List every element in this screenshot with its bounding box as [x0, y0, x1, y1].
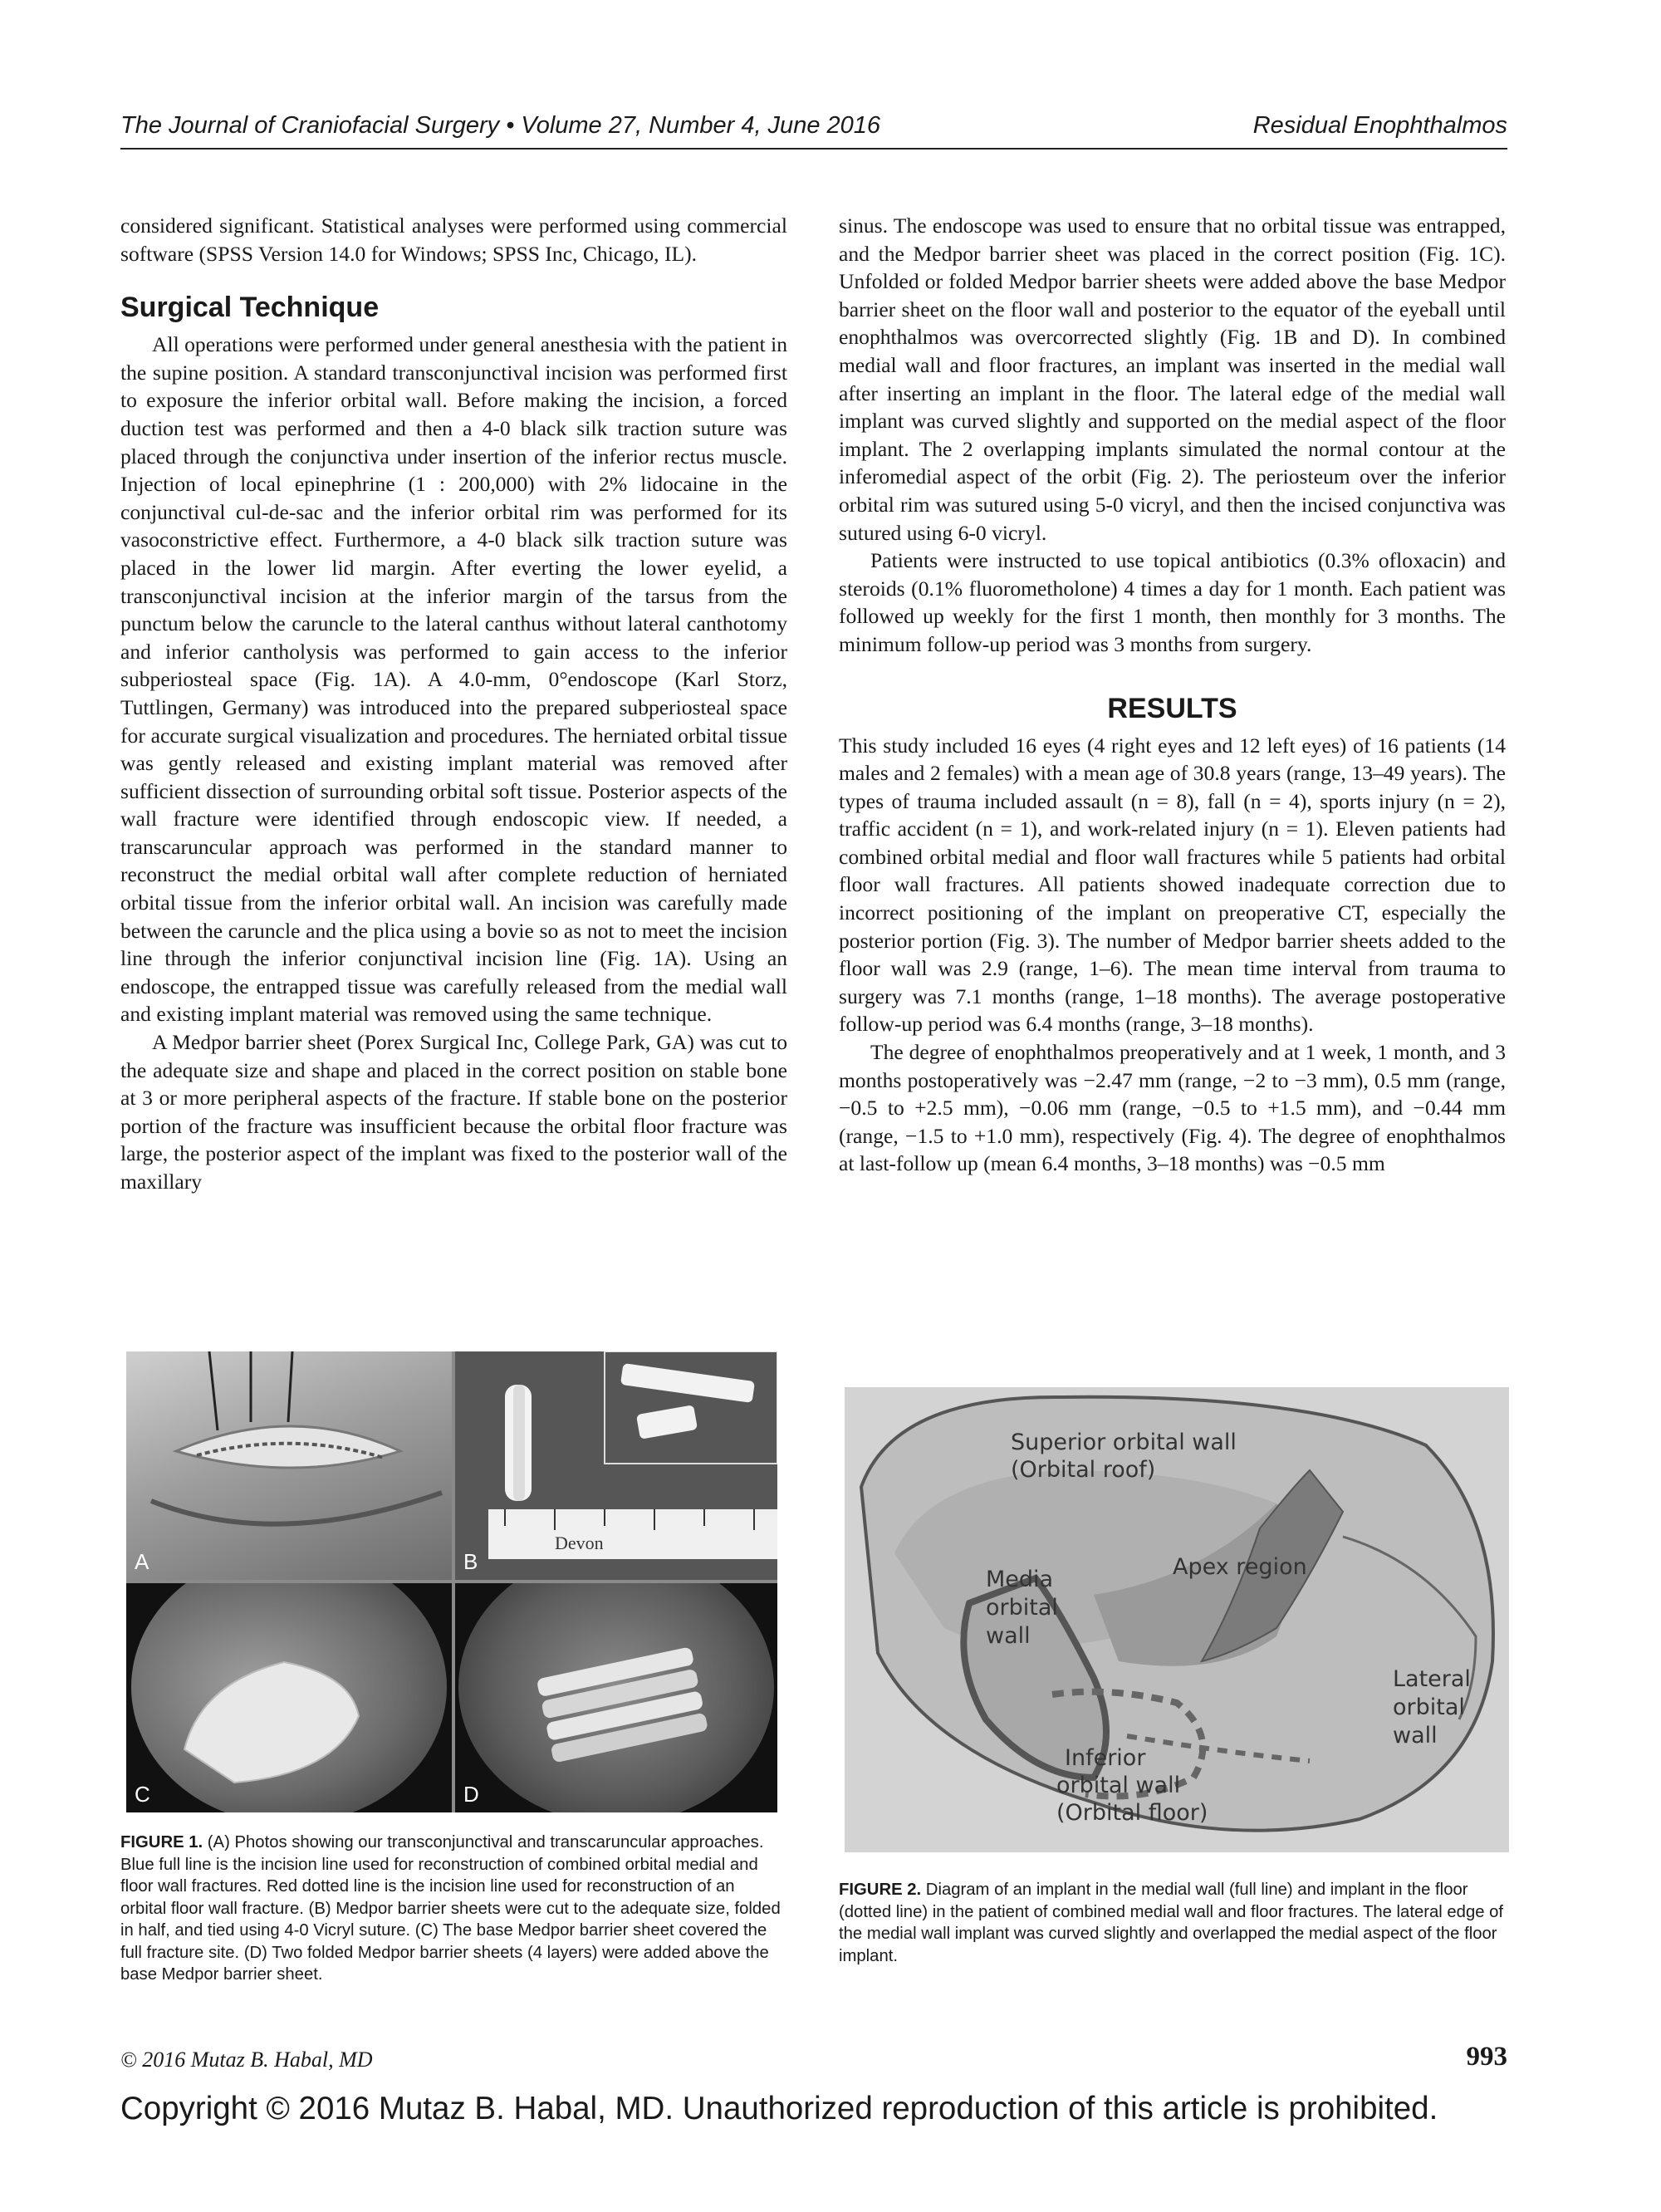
paragraph-postop-care: Patients were instructed to use topical antibiotics (0.3% ofloxacin) and steroids (0.1% fluorometholone) 4 times a day for 1 month. Each patient was followed up weekly for the first 1 month, then monthly for 3 months. The minimum follow-up period was 3 months from surgery.	[839, 548, 1506, 656]
journal-citation: The Journal of Craniofacial Surgery • Volume 27, Number 4, June 2016	[120, 112, 881, 139]
heading-results: RESULTS	[1107, 692, 1237, 724]
base-sheet-photo	[126, 1583, 452, 1812]
panel-label-a: A	[135, 1549, 149, 1574]
panel-label-b: B	[463, 1549, 478, 1574]
paragraph-surgical-continued: sinus. The endoscope was used to ensure that no orbital tissue was entrapped, and the Medpor barrier sheet was placed in the correct position (Fig. 1C). Unfolded or folded Medpor barrier sheets were added above the base Medpor barrier sheet on the floor wall and posterior to the equator of the eyeball until enophthalmos was overcorrected slightly (Fig. 1B and D). In combined medial wall and floor fractures, an implant was inserted in the medial wall after inserting an implant in the floor. The lateral edge of the medial wall implant was curved slightly and supported on the medial aspect of the floor implant. The 2 overlapping implants simulated the normal contour at the inferomedial aspect of the orbit (Fig. 2). The periosteum over the inferior orbital rim was sutured using 5-0 vicryl, and then the incised conjunctiva was sutured using 6-0 vicryl.	[839, 213, 1506, 545]
paragraph-results-2: The degree of enophthalmos preoperatively and at 1 week, 1 month, and 3 months postoperatively was −2.47 mm (range, −2 to −3 mm), 0.5 mm (range, −0.5 to +2.5 mm), −0.06 mm (range, −0.5 to +1.5 mm), and −0.44 mm (range, −1.5 to +1.0 mm), respectively (Fig. 4). The degree of enophthalmos at last-follow up (mean 6.4 months, 3–18 months) was −0.5 mm	[839, 1040, 1506, 1176]
label-lateral-3: wall	[1393, 1723, 1438, 1749]
figure-1-photos	[126, 1351, 777, 1812]
figure-1-caption-text: (A) Photos showing our transconjunctival and transcaruncular approaches. Blue full line is the incision line used for reconstruction of combined orbital medial and floor wall fractures. Red dotted line is the incision line used for reconstruction of an orbital floor wall fracture. (B) Medpor barrier sheets were cut to the adequate size, folded in half, and tied using 4-0 Vicryl suture. (C) The base Medpor barrier sheet covered the full fracture site. (D) Two folded Medpor barrier sheets (4 layers) were added above the base Medpor barrier sheet.	[120, 1833, 781, 1984]
figure-2-caption	[839, 1879, 1507, 1967]
label-lateral-2: orbital	[1393, 1695, 1465, 1720]
paragraph-surgical-2: A Medpor barrier sheet (Porex Surgical Inc, College Park, GA) was cut to the adequate size and shape and placed in the correct position on stable bone at 3 or more peripheral aspects of the fracture. If stable bone on the posterior portion of the fracture was insufficient because the orbital floor fracture was large, the posterior aspect of the implant was fixed to the posterior wall of the maxillary	[120, 1030, 787, 1194]
label-medial-2: orbital	[986, 1595, 1058, 1621]
figure-1-panel-c	[126, 1583, 452, 1812]
figure-1-caption-label: FIGURE 1.	[120, 1833, 203, 1852]
right-column	[839, 212, 1506, 1178]
figure-1-caption	[120, 1832, 785, 1986]
label-apex-region: Apex region	[1173, 1554, 1307, 1580]
label-lateral-1: Lateral	[1393, 1666, 1471, 1692]
label-medial-3: wall	[986, 1623, 1031, 1649]
figure-2-caption-text: Diagram of an implant in the medial wall (full line) and implant in the floor (dotted line) in the patient of combined medial wall and floor fractures. The lateral edge of the medial wall implant was curved slightly and overlapped the medial aspect of the floor implant.	[839, 1881, 1504, 1965]
label-medial-1: Media	[986, 1567, 1054, 1592]
figure-1-panel-b	[455, 1351, 777, 1580]
label-inferior-3: (Orbital floor)	[1056, 1800, 1208, 1826]
paragraph-results-1: This study included 16 eyes (4 right eyes and 12 left eyes) of 16 patients (14 males and 2 females) with a mean age of 30.8 years (range, 13–49 years). The types of trauma included assault (n = 8), fall (n = 4), sports injury (n = 2), traffic accident (n = 1), and work-related injury (n = 1). Eleven patients had combined orbital medial and floor wall fractures while 5 patients had orbital floor wall fractures. All patients showed inadequate correction due to incorrect positioning of the implant on preoperative CT, especially the posterior portion (Fig. 3). The number of Medpor barrier sheets added to the floor wall was 2.9 (range, 1–6). The mean time interval from trauma to surgery was 7.1 months (range, 1–18 months). The average postoperative follow-up period was 6.4 months (range, 3–18 months).	[839, 733, 1506, 1037]
footer-copyright: © 2016 Mutaz B. Habal, MD	[120, 2048, 373, 2072]
eyelid-incision-photo	[126, 1351, 452, 1580]
copyright-banner: Copyright © 2016 Mutaz B. Habal, MD. Unauthorized reproduction of this article is prohibited.	[120, 2091, 1438, 2126]
page-number: 993	[1466, 2042, 1507, 2072]
label-inferior-2: orbital wall	[1056, 1773, 1181, 1798]
figure-2-diagram	[845, 1387, 1509, 1852]
label-superior-wall: Superior orbital wall	[1011, 1430, 1237, 1455]
paragraph-statistics: considered significant. Statistical analyses were performed using commercial software (SPSS Version 14.0 for Windows; SPSS Inc, Chicago, IL).	[120, 213, 787, 266]
panel-label-c: C	[135, 1782, 150, 1807]
label-inferior-1: Inferior	[1065, 1745, 1146, 1771]
orbital-wall-diagram	[845, 1387, 1509, 1852]
heading-surgical-technique: Surgical Technique	[120, 292, 380, 324]
medpor-sheets-photo	[455, 1351, 777, 1580]
folded-sheets-photo	[455, 1583, 777, 1812]
header-rule	[120, 148, 1507, 150]
figure-1-panel-d	[455, 1583, 777, 1812]
panel-label-d: D	[463, 1782, 479, 1807]
figure-1-panel-a	[126, 1351, 452, 1580]
paragraph-surgical-1: All operations were performed under general anesthesia with the patient in the supine position. A standard transconjunctival incision was performed first to exposure the inferior orbital wall. Before making the incision, a forced duction test was performed and then a 4-0 black silk traction suture was placed through the conjunctiva under insertion of the inferior rectus muscle. Injection of local epinephrine (1 : 200,000) with 2% lidocaine in the conjunctival cul-de-sac and the inferior orbital rim was performed for its vasoconstrictive effect. Furthermore, a 4-0 black silk traction suture was placed in the lower lid margin. After everting the lower eyelid, a transconjunctival incision at the inferior margin of the tarsus from the punctum below the caruncle to the lateral canthus without lateral canthotomy and inferior cantholysis was performed to gain access to the inferior subperiosteal space (Fig. 1A). A 4.0-mm, 0°endoscope (Karl Storz, Tuttlingen, Germany) was introduced into the prepared subperiosteal space for accurate surgical visualization and procedures. The herniated orbital tissue was gently released and existing implant material was removed after sufficient dissection of surrounding orbital soft tissue. Posterior aspects of the wall fracture were identified through endoscopic view. If needed, a transcaruncular approach was performed in the standard manner to reconstruct the medial orbital wall after complete reduction of herniated orbital tissue from the inferior orbital wall. An incision was carefully made between the caruncle and the plica using a bovie so as not to meet the incision line through the inferior conjunctival incision line (Fig. 1A). Using an endoscope, the entrapped tissue was carefully released from the medial wall and existing implant material was removed using the same technique.	[120, 332, 787, 1027]
label-orbital-roof: (Orbital roof)	[1011, 1457, 1156, 1483]
running-title: Residual Enophthalmos	[1252, 112, 1507, 139]
ruler-brand-text: Devon	[555, 1533, 604, 1553]
left-column	[120, 212, 787, 1196]
figure-2-caption-label: FIGURE 2.	[839, 1881, 922, 1899]
